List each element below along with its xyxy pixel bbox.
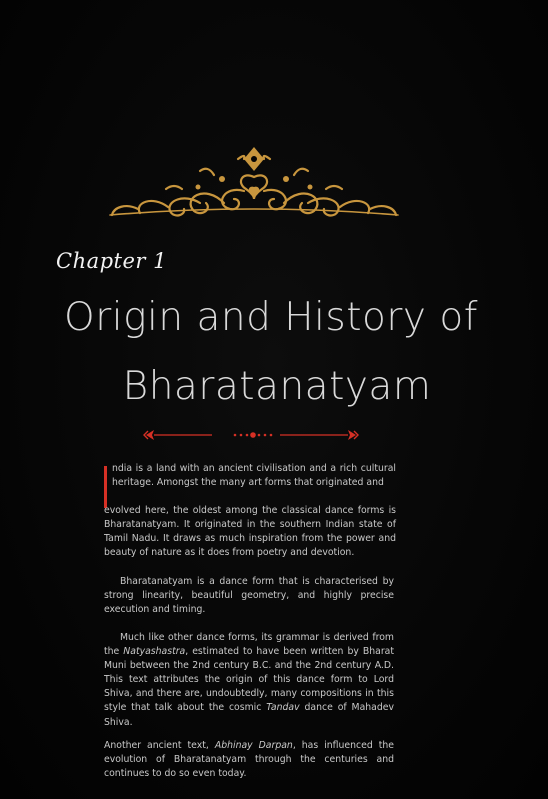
paragraph-1-continued: evolved here, the oldest among the classical dance forms is Bharatanatyam. It originated in the southern Indian state of Tamil Nadu. It draws as much inspiration from the power and beauty of nature as it does from poetry and devotion. — [104, 505, 396, 559]
chapter-label: Chapter 1 — [56, 249, 167, 273]
paragraph-3 — [104, 631, 394, 730]
natyashastra-term: Natyashastra — [123, 646, 186, 658]
paragraph-4-part-a: Another ancient text, — [104, 740, 215, 751]
paragraph-4 — [104, 739, 394, 781]
paragraph-4-part-b: , has influenced the evolution of Bharatanatyam through the centuries and continues to do so even today. — [104, 740, 394, 780]
chapter-title-line-1: Origin and History of — [64, 295, 478, 340]
drop-cap-i — [104, 466, 107, 508]
paragraph-1-opening: ndia is a land with an ancient civilisation and a rich cultural heritage. Amongst the many art forms that originated and — [112, 463, 396, 489]
abhinay-darpan-term: Abhinay Darpan — [214, 740, 293, 751]
red-ornamental-divider — [140, 427, 362, 443]
paragraph-3-part-a: Much like other dance forms, its grammar is derived from the — [104, 632, 394, 658]
paragraph-3-part-c: dance of Mahadev Shiva. — [104, 702, 394, 728]
decorative-scroll-ornament — [104, 143, 404, 225]
paragraph-2: Bharatanatyam is a dance form that is characterised by strong linearity, beautiful geometry, and highly precise execution and timing. — [104, 576, 394, 616]
chapter-title-line-2: Bharatanatyam — [122, 364, 432, 409]
paragraph-3-part-b: , estimated to have been written by Bharat Muni between the 2nd century B.C. and the 2nd century A.D. This text attributes the origin of this dance form to Lord Shiva, and there are, undoubtedly, many compositions in this style that talk about the cosmic — [104, 646, 395, 714]
tandav-term: Tandav — [266, 702, 300, 714]
